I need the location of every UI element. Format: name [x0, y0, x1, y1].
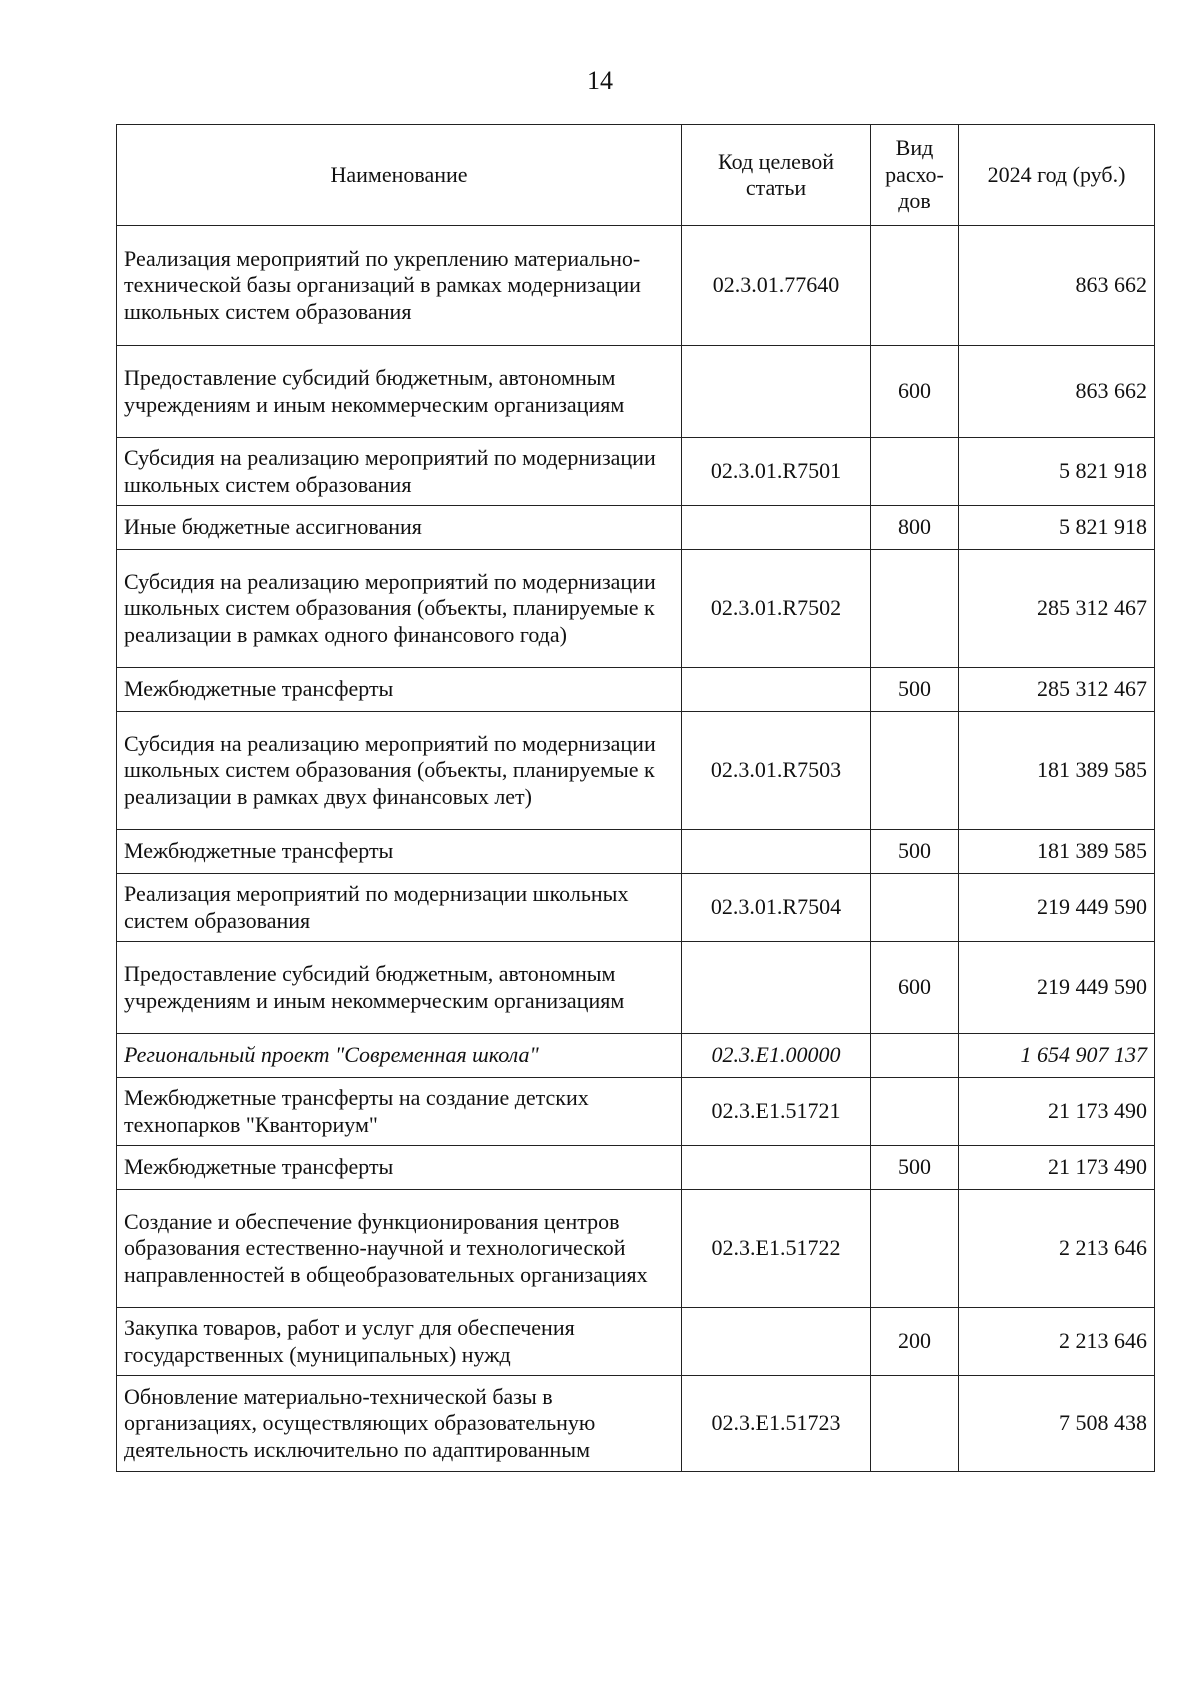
cell-vid	[871, 1078, 959, 1146]
cell-vid: 200	[871, 1308, 959, 1376]
cell-sum: 7 508 438	[959, 1376, 1155, 1472]
cell-sum: 285 312 467	[959, 668, 1155, 712]
cell-sum: 285 312 467	[959, 550, 1155, 668]
cell-name: Межбюджетные трансферты	[117, 830, 682, 874]
header-name: Наименование	[117, 125, 682, 226]
table-row	[117, 668, 1155, 712]
cell-sum: 219 449 590	[959, 942, 1155, 1034]
cell-vid: 500	[871, 830, 959, 874]
cell-name: Субсидия на реализацию мероприятий по модернизации школьных систем образования	[117, 438, 682, 506]
cell-sum: 181 389 585	[959, 830, 1155, 874]
table-row	[117, 830, 1155, 874]
cell-code	[682, 506, 871, 550]
cell-vid	[871, 874, 959, 942]
cell-name: Закупка товаров, работ и услуг для обеспечения государственных (муниципальных) нужд	[117, 1308, 682, 1376]
table-row	[117, 1190, 1155, 1308]
cell-sum: 219 449 590	[959, 874, 1155, 942]
cell-vid: 600	[871, 346, 959, 438]
cell-vid	[871, 712, 959, 830]
table-row	[117, 712, 1155, 830]
cell-vid	[871, 226, 959, 346]
budget-table	[116, 124, 1155, 1472]
table-row	[117, 346, 1155, 438]
cell-sum: 21 173 490	[959, 1146, 1155, 1190]
cell-vid: 500	[871, 1146, 959, 1190]
cell-sum: 863 662	[959, 346, 1155, 438]
page-number: 14	[587, 66, 613, 95]
cell-code	[682, 830, 871, 874]
cell-code: 02.3.E1.51723	[682, 1376, 871, 1472]
cell-vid	[871, 550, 959, 668]
cell-name: Реализация мероприятий по укреплению материально-технической базы организаций в рамках модернизации школьных систем образования	[117, 226, 682, 346]
header-code: Код целевой статьи	[682, 125, 871, 226]
cell-name: Межбюджетные трансферты	[117, 668, 682, 712]
cell-vid: 800	[871, 506, 959, 550]
cell-sum: 181 389 585	[959, 712, 1155, 830]
cell-vid	[871, 438, 959, 506]
cell-code	[682, 668, 871, 712]
table-row	[117, 1078, 1155, 1146]
cell-code: 02.3.E1.51721	[682, 1078, 871, 1146]
cell-sum: 5 821 918	[959, 438, 1155, 506]
cell-name: Межбюджетные трансферты	[117, 1146, 682, 1190]
cell-code: 02.3.01.R7504	[682, 874, 871, 942]
cell-name: Предоставление субсидий бюджетным, автономным учреждениям и иным некоммерческим организациям	[117, 942, 682, 1034]
cell-sum: 5 821 918	[959, 506, 1155, 550]
cell-sum: 21 173 490	[959, 1078, 1155, 1146]
table-row	[117, 506, 1155, 550]
cell-sum: 2 213 646	[959, 1190, 1155, 1308]
cell-vid	[871, 1190, 959, 1308]
cell-code	[682, 942, 871, 1034]
cell-name: Иные бюджетные ассигнования	[117, 506, 682, 550]
cell-name: Межбюджетные трансферты на создание детских технопарков "Кванториум"	[117, 1078, 682, 1146]
cell-code	[682, 1308, 871, 1376]
cell-code: 02.3.01.R7501	[682, 438, 871, 506]
cell-code: 02.3.01.R7503	[682, 712, 871, 830]
cell-code: 02.3.01.R7502	[682, 550, 871, 668]
cell-code	[682, 1146, 871, 1190]
header-sum: 2024 год (руб.)	[959, 125, 1155, 226]
cell-sum: 1 654 907 137	[959, 1034, 1155, 1078]
table-row	[117, 1034, 1155, 1078]
cell-name: Субсидия на реализацию мероприятий по модернизации школьных систем образования (объекты, планируемые к реализации в рамках одного финансового года)	[117, 550, 682, 668]
table-header-row	[117, 125, 1155, 226]
cell-code: 02.3.01.77640	[682, 226, 871, 346]
cell-vid: 600	[871, 942, 959, 1034]
cell-code: 02.3.E1.51722	[682, 1190, 871, 1308]
cell-name: Предоставление субсидий бюджетным, автономным учреждениям и иным некоммерческим организациям	[117, 346, 682, 438]
table-row	[117, 1308, 1155, 1376]
cell-sum: 863 662	[959, 226, 1155, 346]
cell-name: Субсидия на реализацию мероприятий по модернизации школьных систем образования (объекты, планируемые к реализации в рамках двух финансовых лет)	[117, 712, 682, 830]
table-row	[117, 942, 1155, 1034]
table-row	[117, 1376, 1155, 1472]
table-row	[117, 550, 1155, 668]
cell-vid	[871, 1376, 959, 1472]
cell-vid	[871, 1034, 959, 1078]
cell-vid: 500	[871, 668, 959, 712]
cell-name: Реализация мероприятий по модернизации школьных систем образования	[117, 874, 682, 942]
table-row	[117, 226, 1155, 346]
table-row	[117, 1146, 1155, 1190]
table-body	[117, 226, 1155, 1472]
cell-code	[682, 346, 871, 438]
table-row	[117, 874, 1155, 942]
cell-sum: 2 213 646	[959, 1308, 1155, 1376]
cell-code: 02.3.E1.00000	[682, 1034, 871, 1078]
cell-name: Создание и обеспечение функционирования центров образования естественно-научной и технологической направленностей в общеобразовательных организациях	[117, 1190, 682, 1308]
table-row	[117, 438, 1155, 506]
cell-name: Региональный проект "Современная школа"	[117, 1034, 682, 1078]
cell-name: Обновление материально-технической базы в организациях, осуществляющих образовательную деятельность исключительно по адаптированным	[117, 1376, 682, 1472]
header-vid: Вид расхо-дов	[871, 125, 959, 226]
